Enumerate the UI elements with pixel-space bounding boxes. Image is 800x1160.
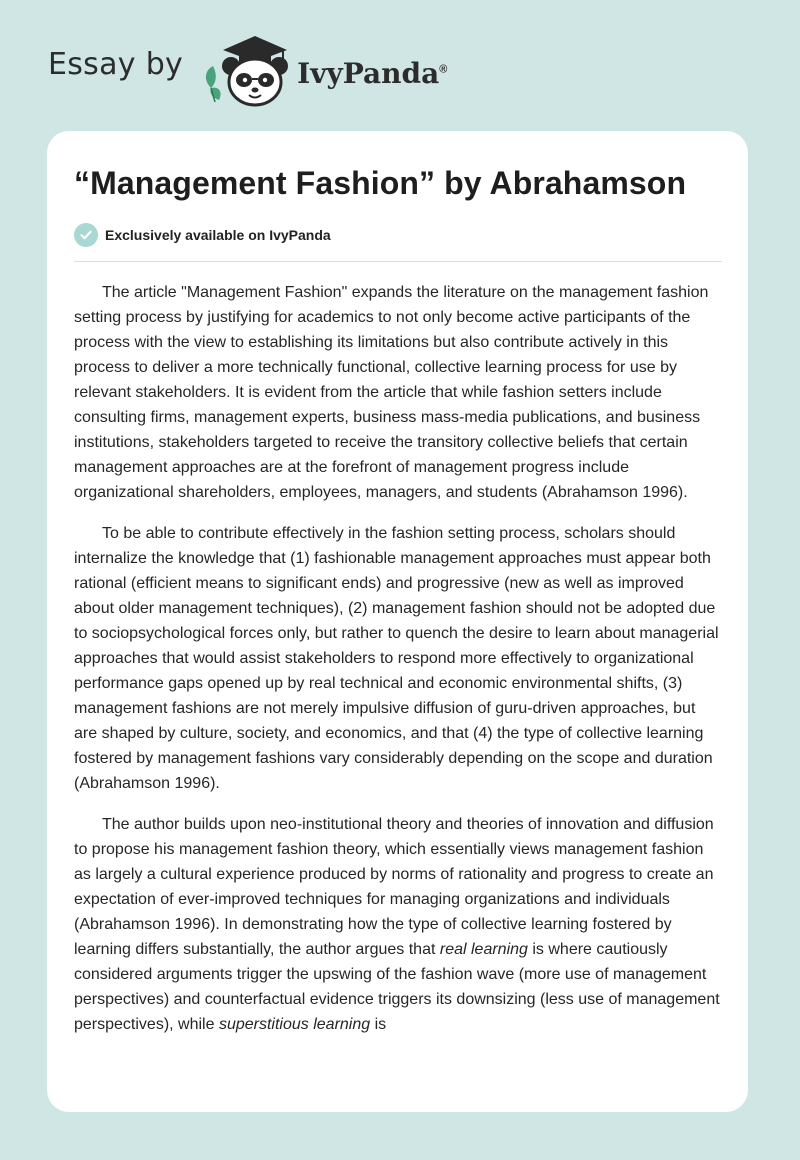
brand-name: IvyPanda® [297,56,448,90]
paragraph-2: To be able to contribute effectively in the fashion setting process, scholars should internalize the knowledge that (1) fashionable management approaches must appear both rational (efficient means to significant ends) and progressive (new as well as improved about older management techniques), (2) management fashion should not be adopted due to sociopsychological forces only, but rather to quench the desire to learn about managerial approaches that would assist stakeholders to respond more effectively to organizational performance gaps opened up by real technical and economic environmental shifts, (3) management fashions are not merely impulsive diffusion of guru-driven approaches, but are shaped by culture, society, and economics, and that (4) the type of collective learning fostered by management fashions vary considerably depending on the scope and duration (Abrahamson 1996). [74,525,719,792]
badge-label: Exclusively available on IvyPanda [105,227,331,243]
term-real-learning: real learning [439,941,528,958]
essay-body [74,280,722,1037]
check-icon [74,223,98,247]
divider [74,261,722,262]
essay-card [47,131,748,1112]
brand-prefix: Essay by [48,46,184,82]
panda-graduate-icon [197,30,293,110]
exclusive-badge [74,223,722,247]
paragraph-1: The article "Management Fashion" expands the literature on the management fashion setting process by justifying for academics to not only become active participants of the process with the view to establishing its limitations but also contribute actively in this process to deliver a more technically functional, collective learning process for use by relevant stakeholders. It is evident from the article that while fashion setters include consulting firms, management experts, business mass-media publications, and business institutions, stakeholders targeted to receive the transitory collective beliefs that certain management approaches are at the forefront of management progress include organizational shareholders, employees, managers, and students (Abrahamson 1996). [74,284,709,501]
term-superstitious-learning: superstitious learning [218,1016,371,1033]
essay-title: “Management Fashion” by Abrahamson [74,165,687,201]
brand-header[interactable] [48,30,447,110]
paragraph-3: The author builds upon neo-institutional theory and theories of innovation and diffusion to propose his management fashion theory, which essentially views management fashion as largely a cultural experience produced by norms of rationality and progress to create an expectation of ever-improved techniques for managing organizations and individuals (Abrahamson 1996). In demonstrating how the type of collective learning fostered by learning differs substantially, the author argues that real learning is where cautiously considered arguments trigger the upswing of the fashion wave (more use of management perspectives) and counterfactual evidence triggers its downsizing (less use of management perspectives), while superstitious learning is [74,816,720,1033]
